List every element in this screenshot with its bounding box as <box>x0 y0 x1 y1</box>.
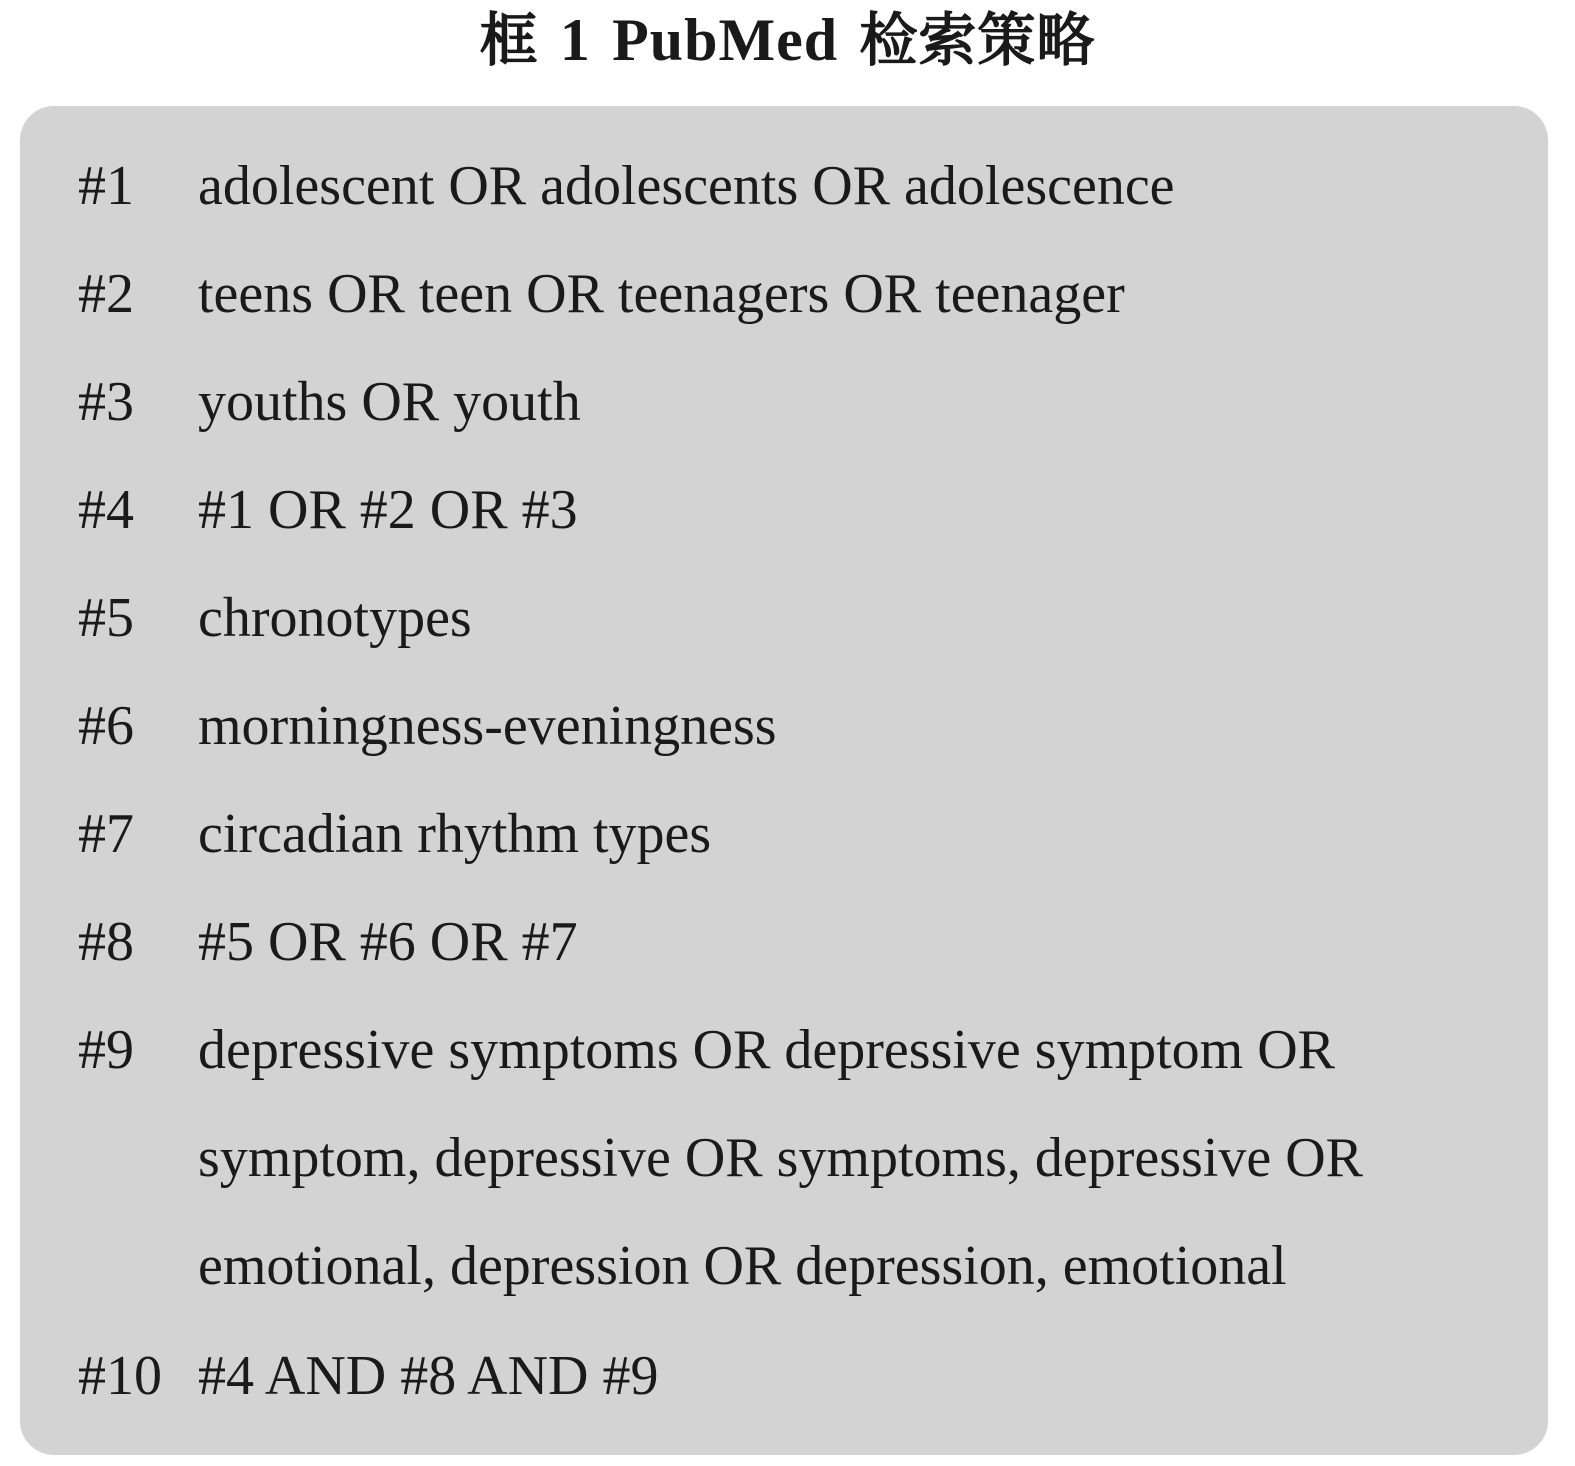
query-line: chronotypes <box>198 587 472 649</box>
row-number: #3 <box>78 371 134 433</box>
query-line: circadian rhythm types <box>198 803 712 865</box>
row-query <box>198 672 1518 780</box>
row-number: #2 <box>78 263 134 325</box>
row-query <box>198 564 1518 672</box>
query-line: #1 OR #2 OR #3 <box>198 479 578 541</box>
query-line: #4 AND #8 AND #9 <box>198 1345 659 1407</box>
box-title <box>0 0 1575 80</box>
title-prefix: 框 <box>479 6 539 74</box>
row-number: #8 <box>78 911 134 973</box>
row-query <box>198 456 1518 564</box>
row-query <box>198 888 1518 996</box>
row-query <box>198 1322 1518 1430</box>
query-line: teens OR teen OR teenagers OR teenager <box>198 263 1125 325</box>
row-query <box>198 348 1518 456</box>
row-number: #7 <box>78 803 134 865</box>
row-query <box>198 996 1518 1320</box>
title-suffix: 检索策略 <box>859 6 1096 74</box>
query-line: youths OR youth <box>198 371 581 433</box>
row-number: #1 <box>78 155 134 217</box>
row-query <box>198 132 1518 240</box>
row-number: #4 <box>78 479 134 541</box>
row-number: #10 <box>78 1345 162 1407</box>
title-number: 1 <box>559 7 591 73</box>
row-query <box>198 780 1518 888</box>
search-strategy-box <box>20 106 1548 1455</box>
row-number: #6 <box>78 695 134 757</box>
row-number: #9 <box>78 1019 134 1081</box>
query-line: adolescent OR adolescents OR adolescence <box>198 155 1175 217</box>
query-line: #5 OR #6 OR #7 <box>198 911 578 973</box>
query-line: symptom, depressive OR symptoms, depressive OR <box>198 1127 1364 1189</box>
row-number: #5 <box>78 587 134 649</box>
query-line: depressive symptoms OR depressive symptom OR <box>198 1019 1336 1081</box>
row-query <box>198 240 1518 348</box>
query-line: morningness-eveningness <box>198 695 777 757</box>
query-line: emotional, depression OR depression, emotional <box>198 1235 1287 1297</box>
title-database-name: PubMed <box>612 7 839 73</box>
